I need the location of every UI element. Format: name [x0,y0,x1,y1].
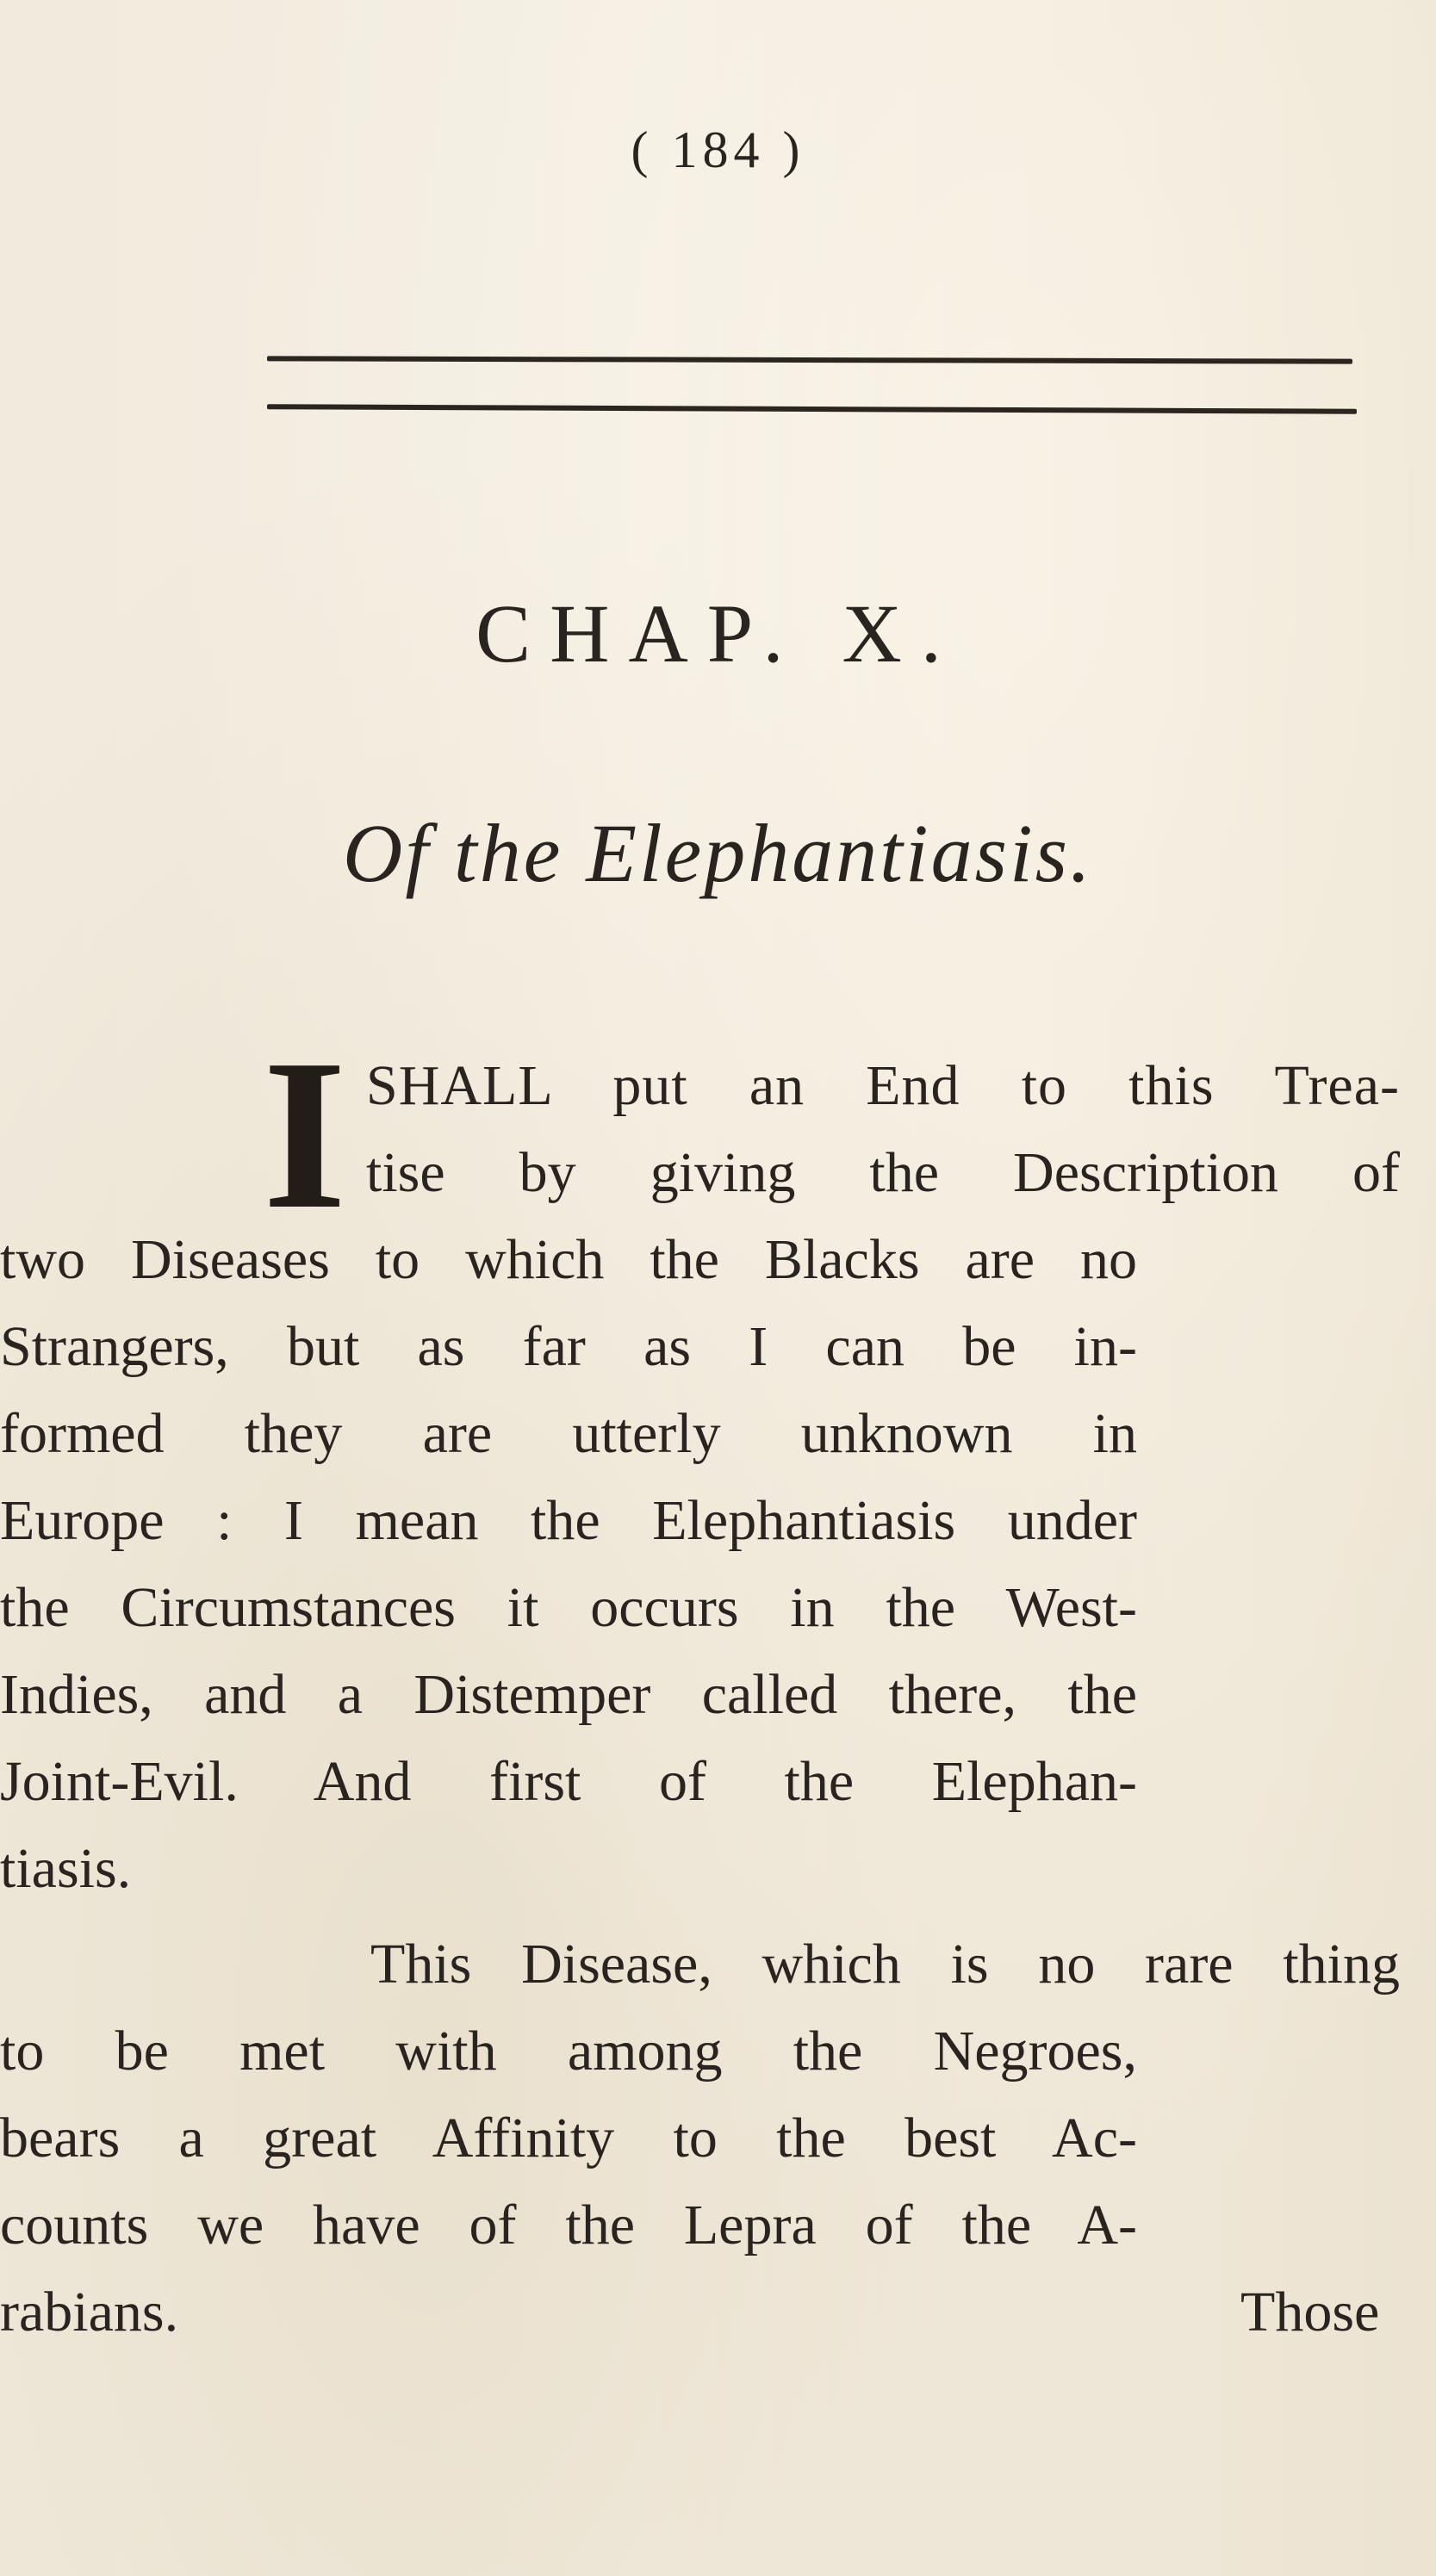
body-line-8: Indies, and a Distemper called there, the [0,1663,1137,1726]
catchword: Those [1240,2281,1380,2343]
body-line-2: tise by giving the Description of [366,1141,1400,1204]
body-line-5: formed they are utterly unknown in [0,1402,1137,1465]
body-line-9: Joint-Evil. And first of the Elephan- [0,1750,1137,1813]
body-line-6: Europe : I mean the Elephantiasis under [0,1489,1137,1552]
body-line-1: SHALL put an End to this Trea- [366,1054,1400,1117]
body-line-10: tiasis. [0,1837,132,1900]
page-number-header: ( 184 ) [631,121,805,178]
body-line-3: two Diseases to which the Blacks are no [0,1228,1137,1291]
chapter-heading: CHAP. X. [476,587,960,680]
drop-cap-letter: I [263,1015,347,1254]
body-line-15: rabians. [0,2281,179,2343]
body-line-4: Strangers, but as far as I can be in- [0,1315,1137,1378]
body-line-13: bears a great Affinity to the best Ac- [0,2107,1137,2169]
body-line-7: the Circumstances it occurs in the West- [0,1576,1137,1639]
chapter-subtitle: Of the Elephantiasis. [343,807,1093,899]
body-line-11: This Disease, which is no rare thing [370,1933,1400,1996]
body-line-12: to be met with among the Negroes, [0,2020,1137,2083]
body-line-14: counts we have of the Lepra of the A- [0,2194,1137,2256]
